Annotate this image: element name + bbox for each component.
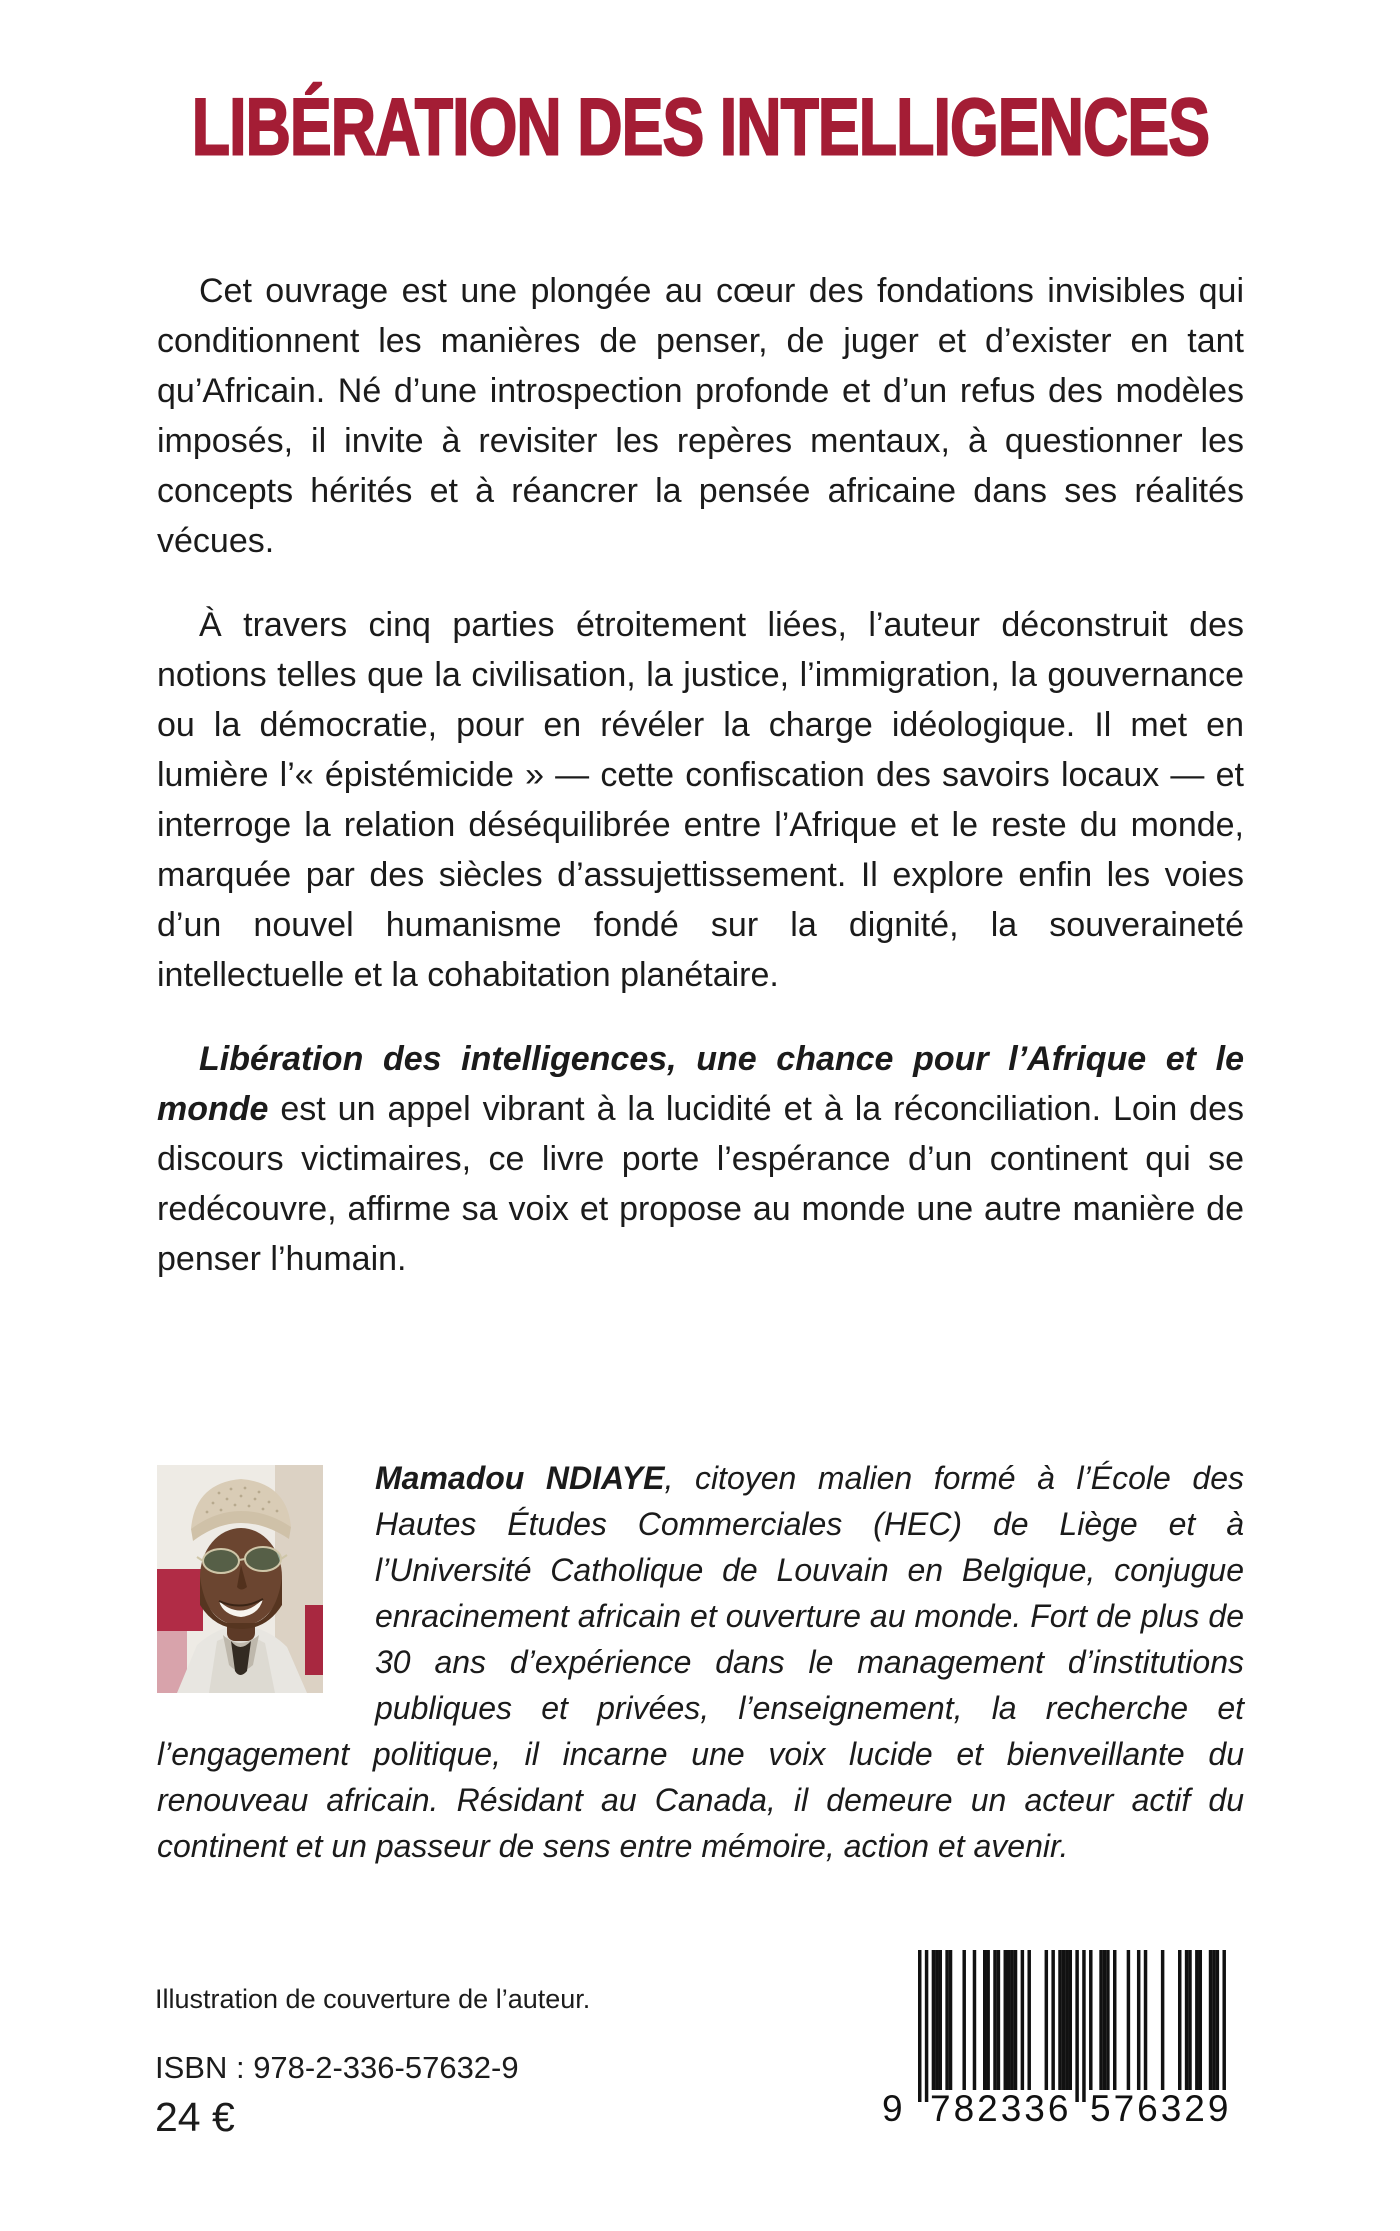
illustration-credit: Illustration de couverture de l’auteur. (155, 1984, 591, 2014)
bio-author-name: Mamadou NDIAYE (375, 1460, 665, 1496)
bio-text: , citoyen malien formé à l’École des Hautes Études Commerciales (HEC) de Liège et à l’Université Catholique de Louvain en Belgique, conjugue enracinement africain et ouverture au monde. Fort de plus de 30 ans d’expérience dans le management d’institutions publiques et privées, l’enseignement, la recherche et l’engagement politique, il incarne une voix lucide et bienveillante du renouveau africain. Résidant au Canada, il demeure un acteur actif du continent et un passeur de sens entre mémoire, action et avenir. (157, 1460, 1245, 1864)
author-bio (157, 1455, 1244, 1869)
title-area (0, 81, 1400, 172)
closing-lead: Libération des intelligences, une chance pour l’Afrique et le monde (157, 1040, 1244, 1128)
author-photo (157, 1465, 323, 1693)
price-text: 24 € (155, 2094, 235, 2140)
synopsis-paragraph-1: Cet ouvrage est une plongée au cœur des fondations invisibles qui conditionnent les manières de penser, de juger et d’exister en tant qu’Africain. Né d’une introspection profonde et d’un refus des modèles imposés, il invite à revisiter les repères mentaux, à questionner les concepts hérités et à réancrer la pensée africaine dans ses réalités vécues. (157, 272, 1244, 560)
barcode-left-digits: 782336 (930, 2088, 1072, 2129)
barcode-bars (918, 1950, 1243, 2102)
book-title: LIBÉRATION DES INTELLIGENCES (191, 81, 1209, 172)
barcode-first-digit: 9 (882, 2088, 903, 2129)
synopsis-paragraph-2: À travers cinq parties étroitement liées, l’auteur déconstruit des notions telles que la civilisation, la justice, l’immigration, la gouvernance ou la démocratie, pour en révéler la charge idéologique. Il met en lumière l’« épistémicide » — cette confiscation des savoirs locaux — et interroge la relation déséquilibrée entre l’Afrique et le reste du monde, marquée par des siècles d’assujettissement. Il explore enfin les voies d’un nouvel humanisme fondé sur la dignité, la souveraineté intellectuelle et la cohabitation planétaire. (157, 606, 1244, 994)
barcode-right-digits: 576329 (1090, 2088, 1232, 2129)
closing-paragraph (157, 1034, 1244, 1284)
synopsis (157, 266, 1244, 1318)
closing-rest: est un appel vibrant à la lucidité et à la réconciliation. Loin des discours victimaires, ce livre porte l’espérance d’un continent qui se redécouvre, affirme sa voix et propose au monde une autre manière de penser l’humain. (157, 1090, 1244, 1278)
barcode (882, 1950, 1243, 2132)
isbn-text: ISBN : 978-2-336-57632-9 (155, 2050, 519, 2085)
